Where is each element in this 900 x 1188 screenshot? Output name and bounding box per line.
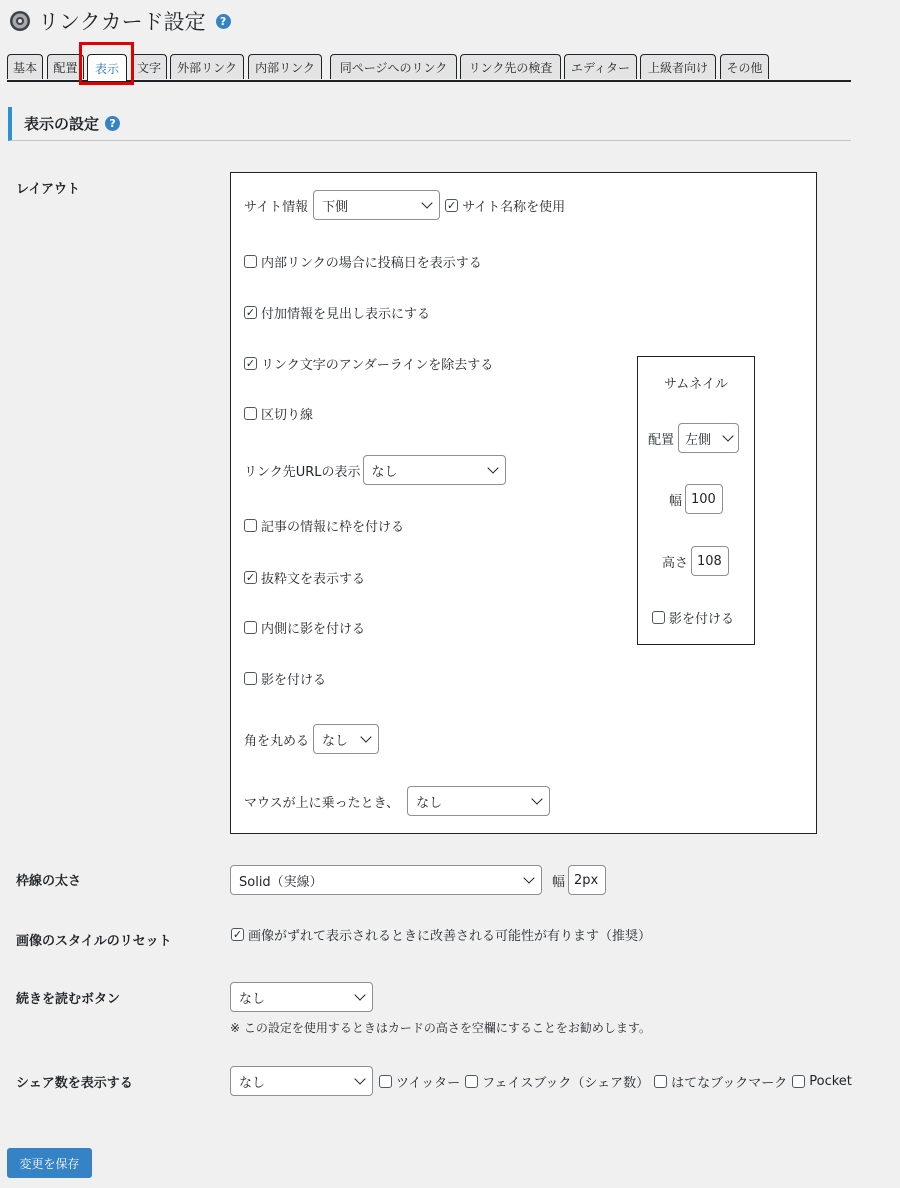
tab-advanced[interactable]: 上級者向け xyxy=(640,54,716,79)
border-style-select[interactable]: Solid（実線） xyxy=(230,865,542,895)
checkbox-remove-underline[interactable]: ✓ リンク文字のアンダーラインを除去する xyxy=(245,356,494,373)
share-facebook-label: フェイスブック（シェア数） xyxy=(482,1075,650,1091)
share-pocket-label: Pocket xyxy=(809,1073,852,1089)
use-site-name-checkbox[interactable] xyxy=(445,199,458,212)
section-title: 表示の設定 xyxy=(24,115,100,133)
page-title xyxy=(8,6,231,36)
border-label: 枠線の太さ xyxy=(16,874,82,889)
tab-placement[interactable]: 配置 xyxy=(47,54,84,79)
url-display-row xyxy=(244,455,506,485)
checkbox[interactable] xyxy=(244,519,257,532)
checkbox[interactable] xyxy=(244,672,257,685)
chevron-down-icon xyxy=(354,1073,365,1084)
url-display-label: リンク先URLの表示 xyxy=(244,464,361,480)
tab-editor[interactable]: エディター xyxy=(564,54,637,79)
chevron-down-icon xyxy=(523,872,534,883)
help-icon[interactable]: ? xyxy=(216,14,231,29)
share-hatena-checkbox[interactable] xyxy=(654,1075,667,1088)
read-more-note: ※ この設定を使用するときはカードの高さを空欄にすることをお勧めします。 xyxy=(230,1021,651,1035)
site-info-select[interactable]: 下側 xyxy=(313,190,440,220)
check-icon: ✓ xyxy=(446,198,457,212)
tab-other[interactable]: その他 xyxy=(720,54,769,79)
checkbox[interactable] xyxy=(652,611,665,624)
checkbox[interactable] xyxy=(244,621,257,634)
round-corners-select[interactable]: なし xyxy=(313,724,379,754)
tab-internal-link[interactable]: 内部リンク xyxy=(248,54,322,79)
image-reset-checkbox[interactable]: ✓ 画像がずれて表示されるときに改善される可能性が有ります（推奨） xyxy=(232,927,652,944)
tab-basic[interactable]: 基本 xyxy=(7,54,43,79)
thumbnail-height-row xyxy=(662,546,729,576)
check-icon: ✓ xyxy=(232,927,243,941)
checkbox-show-excerpt[interactable]: ✓ 抜粋文を表示する xyxy=(245,570,366,587)
share-row xyxy=(230,1066,852,1096)
checkbox[interactable] xyxy=(244,306,257,319)
share-hatena-label: はてなブックマーク xyxy=(671,1075,788,1091)
help-icon[interactable]: ? xyxy=(105,116,120,131)
share-select[interactable]: なし xyxy=(230,1066,373,1096)
share-pocket-checkbox[interactable] xyxy=(792,1075,805,1088)
round-corners-row xyxy=(244,724,379,754)
thumbnail-position-select[interactable]: 左側 xyxy=(678,423,739,453)
chevron-down-icon xyxy=(722,430,733,441)
thumbnail-width-label: 幅 xyxy=(669,493,683,509)
border-width-label: 幅 xyxy=(552,874,566,890)
thumbnail-height-label: 高さ xyxy=(662,555,689,571)
thumbnail-shadow-checkbox[interactable]: 影を付ける xyxy=(652,608,734,626)
checkbox-info-frame[interactable]: 記事の情報に枠を付ける xyxy=(244,516,404,534)
hover-select[interactable]: なし xyxy=(407,786,550,816)
checkbox[interactable] xyxy=(244,571,257,584)
gear-icon xyxy=(8,9,32,33)
active-tab-highlight xyxy=(79,42,134,85)
thumbnail-position-label: 配置 xyxy=(648,432,675,448)
share-twitter-checkbox[interactable] xyxy=(379,1075,392,1088)
hover-row xyxy=(244,786,550,816)
thumbnail-width-row xyxy=(669,484,723,514)
chevron-down-icon xyxy=(487,462,498,473)
checkbox-shadow[interactable]: 影を付ける xyxy=(244,669,326,687)
share-facebook-checkbox[interactable] xyxy=(465,1075,478,1088)
chevron-down-icon xyxy=(360,731,371,742)
chevron-down-icon xyxy=(354,989,365,1000)
thumbnail-title: サムネイル xyxy=(663,377,729,392)
border-width-input[interactable]: 2px xyxy=(568,865,606,895)
round-corners-label: 角を丸める xyxy=(244,733,310,749)
read-more-label: 続きを読むボタン xyxy=(16,992,121,1007)
site-info-label: サイト情報 xyxy=(244,199,309,215)
thumbnail-position-row xyxy=(648,423,739,453)
share-twitter-label: ツイッター xyxy=(396,1075,461,1091)
section-heading xyxy=(8,107,851,141)
checkbox-divider[interactable]: 区切り線 xyxy=(244,404,313,422)
thumbnail-height-input[interactable]: 108 xyxy=(691,546,729,576)
checkbox[interactable] xyxy=(244,407,257,420)
tab-external-link[interactable]: 外部リンク xyxy=(170,54,244,79)
check-icon: ✓ xyxy=(245,570,256,584)
layout-label: レイアウト xyxy=(16,182,80,197)
chevron-down-icon xyxy=(531,793,542,804)
share-label: シェア数を表示する xyxy=(16,1076,133,1091)
checkbox[interactable] xyxy=(244,357,257,370)
checkbox-inner-shadow[interactable]: 内側に影を付ける xyxy=(244,618,365,636)
save-button[interactable]: 変更を保存 xyxy=(7,1148,92,1178)
check-icon: ✓ xyxy=(245,305,256,319)
chevron-down-icon xyxy=(421,197,432,208)
url-display-select[interactable]: なし xyxy=(363,455,506,485)
read-more-select[interactable]: なし xyxy=(230,982,373,1012)
use-site-name-label: サイト名称を使用 xyxy=(462,199,566,215)
site-info-row xyxy=(244,190,565,220)
tab-link-check[interactable]: リンク先の検査 xyxy=(460,54,561,79)
tab-display[interactable]: 表示 xyxy=(87,54,127,81)
checkbox-show-post-date[interactable]: 内部リンクの場合に投稿日を表示する xyxy=(244,252,482,270)
thumbnail-width-input[interactable]: 100 xyxy=(685,484,723,514)
check-icon: ✓ xyxy=(245,356,256,370)
page-title-text: リンクカード設定 xyxy=(38,10,206,34)
tab-same-page-link[interactable]: 同ページへのリンク xyxy=(330,54,457,79)
hover-label: マウスが上に乗ったとき、 xyxy=(244,795,400,811)
checkbox[interactable] xyxy=(244,255,257,268)
checkbox[interactable] xyxy=(231,928,244,941)
border-row xyxy=(230,865,606,895)
tab-text[interactable]: 文字 xyxy=(131,54,167,79)
image-reset-label: 画像のスタイルのリセット xyxy=(16,934,172,949)
checkbox-heading-display[interactable]: ✓ 付加情報を見出し表示にする xyxy=(245,305,431,322)
